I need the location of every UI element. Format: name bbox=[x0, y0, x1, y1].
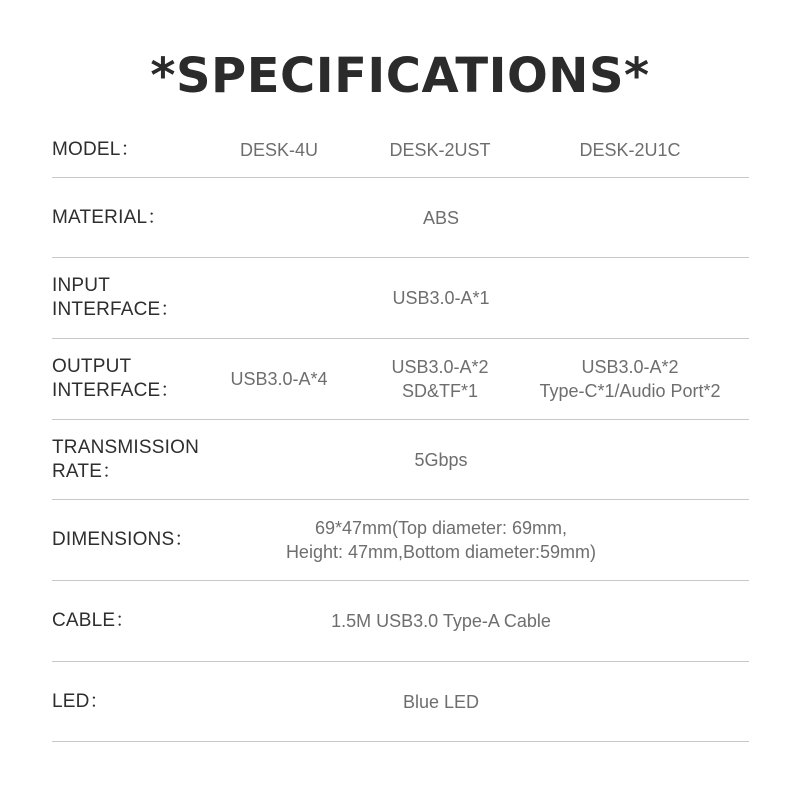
spec-label-transmission-rate: TRANSMISSION RATE： bbox=[52, 436, 200, 482]
spec-label-cable: CABLE： bbox=[52, 610, 135, 631]
spec-label-dimensions: DIMENSIONS： bbox=[52, 529, 194, 550]
spec-label-model: MODEL： bbox=[52, 139, 140, 160]
model-value-desk-4u: DESK-4U bbox=[239, 140, 319, 160]
spec-label-output-interface: OUTPUT INTERFACE： bbox=[52, 356, 180, 401]
spec-row-input-interface bbox=[52, 258, 749, 339]
spec-row-material bbox=[52, 178, 749, 258]
model-value-desk-2ust: DESK-2UST bbox=[389, 140, 491, 160]
spec-value-led: Blue LED bbox=[402, 691, 480, 712]
spec-label-material: MATERIAL： bbox=[52, 206, 167, 228]
spec-value-dimensions: 69*47mm(Top diameter: 69mm, Height: 47mm,Bottom diameter:59mm) bbox=[285, 518, 597, 562]
spec-label-led: LED： bbox=[52, 690, 109, 712]
spec-row-dimensions bbox=[52, 500, 749, 581]
spec-row-output-interface bbox=[52, 339, 749, 420]
output-value-desk-2ust: USB3.0-A*2 SD&TF*1 bbox=[391, 357, 489, 401]
spec-row-transmission-rate bbox=[52, 420, 749, 500]
spec-value-input-interface: USB3.0-A*1 bbox=[392, 288, 490, 308]
model-value-desk-2u1c: DESK-2U1C bbox=[579, 140, 681, 160]
spec-value-transmission-rate: 5Gbps bbox=[414, 449, 468, 470]
spec-value-cable: 1.5M USB3.0 Type-A Cable bbox=[331, 611, 551, 631]
page-title: *SPECIFICATIONS* bbox=[150, 48, 650, 104]
output-value-desk-4u: USB3.0-A*4 bbox=[230, 369, 328, 389]
spec-value-material: ABS bbox=[422, 207, 460, 228]
spec-row-led bbox=[52, 662, 749, 742]
output-value-desk-2u1c: USB3.0-A*2 Type-C*1/Audio Port*2 bbox=[539, 357, 721, 401]
spec-label-input-interface: INPUT INTERFACE： bbox=[52, 275, 180, 320]
spec-row-model bbox=[52, 123, 749, 178]
spec-row-cable bbox=[52, 581, 749, 662]
